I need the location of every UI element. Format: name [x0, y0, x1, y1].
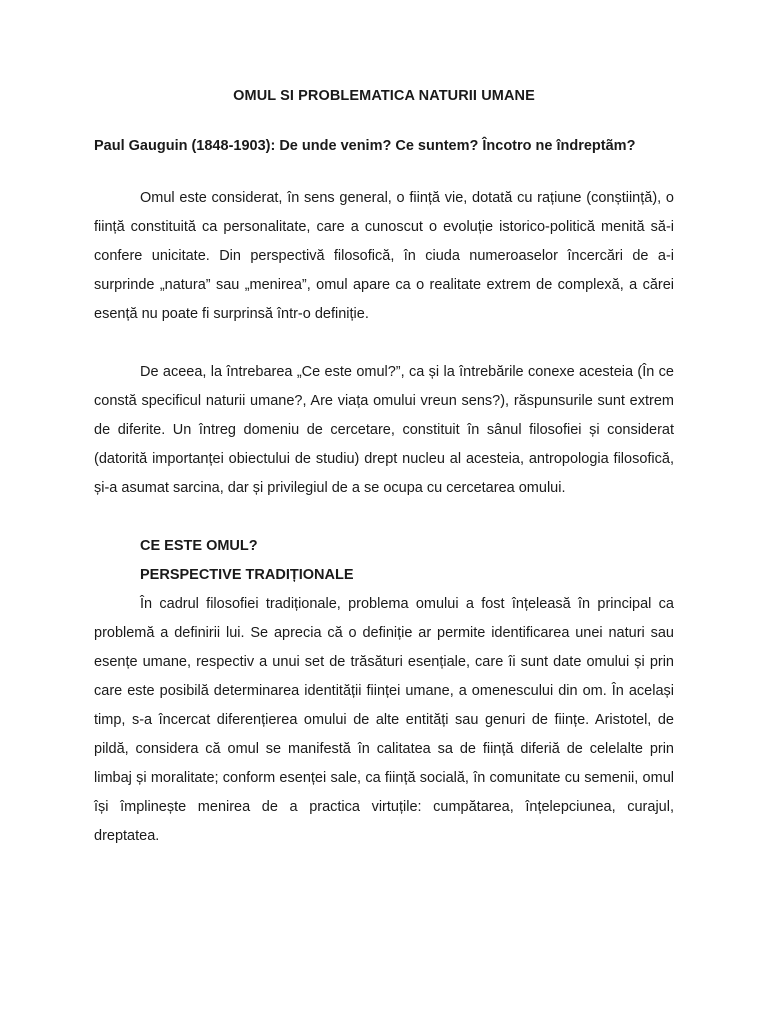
document-title: OMUL SI PROBLEMATICA NATURII UMANE — [233, 88, 535, 104]
document-body — [94, 88, 674, 851]
paragraph-gap — [94, 503, 674, 532]
paragraph-gap — [94, 329, 674, 358]
paragraph-1: Omul este considerat, în sens general, o ființă vie, dotată cu rațiune (conștiință), o ființă constituită ca personalitate, care a cunoscut o evoluție istorico-politică menită să-i confere unicitate. Din perspectivă filosofică, în ciuda numeroaselor încercări de a-i surprinde „natura” sau „menirea”, omul apare ca o realitate extrem de complexă, a cărei esență nu poate fi surprinsă într-o definiție. — [94, 190, 674, 322]
section-heading-ce-este-omul: CE ESTE OMUL? — [140, 538, 258, 554]
paragraph-3: În cadrul filosofiei tradiționale, problema omului a fost înțeleasă în principal ca problemă a definirii lui. Se aprecia că o definiție ar permite identificarea unei naturi sau esențe umane, respectiv a unui set de trăsături esențiale, care îi sunt date omului și prin care este posibilă determinarea identității ființei umane, a omenescului din om. În același timp, s-a încercat diferențierea omului de alte entități sau genuri de ființe. Aristotel, de pildă, considera că omul se manifestă în calitatea sa de ființă diferiă de celelalte prin limbaj și moralitate; conform esenței sale, ca ființă socială, în comunitate cu semenii, omul își împlinește menirea de a practica virtuțile: cumpătarea, înțelepciunea, curajul, dreptatea. — [94, 596, 674, 844]
section-heading-perspective-traditionale: PERSPECTIVE TRADIȚIONALE — [140, 567, 354, 583]
paragraph-2: De aceea, la întrebarea „Ce este omul?”, ca și la întrebările conexe acesteia (În ce constă specificul naturii umane?, Are viața omului vreun sens?), răspunsurile sunt extrem de diferite. Un întreg domeniu de cercetare, constituit în sânul filosofiei și considerat (datorită importanței obiectului de studiu) drept nucleu al acesteia, antropologia filosofică, și-a asumat sarcina, dar și privilegiul de a se ocupa cu cercetarea omului. — [94, 364, 674, 496]
document-subtitle: Paul Gauguin (1848-1903): De unde venim? Ce suntem? Încotro ne îndreptãm? — [94, 138, 636, 154]
